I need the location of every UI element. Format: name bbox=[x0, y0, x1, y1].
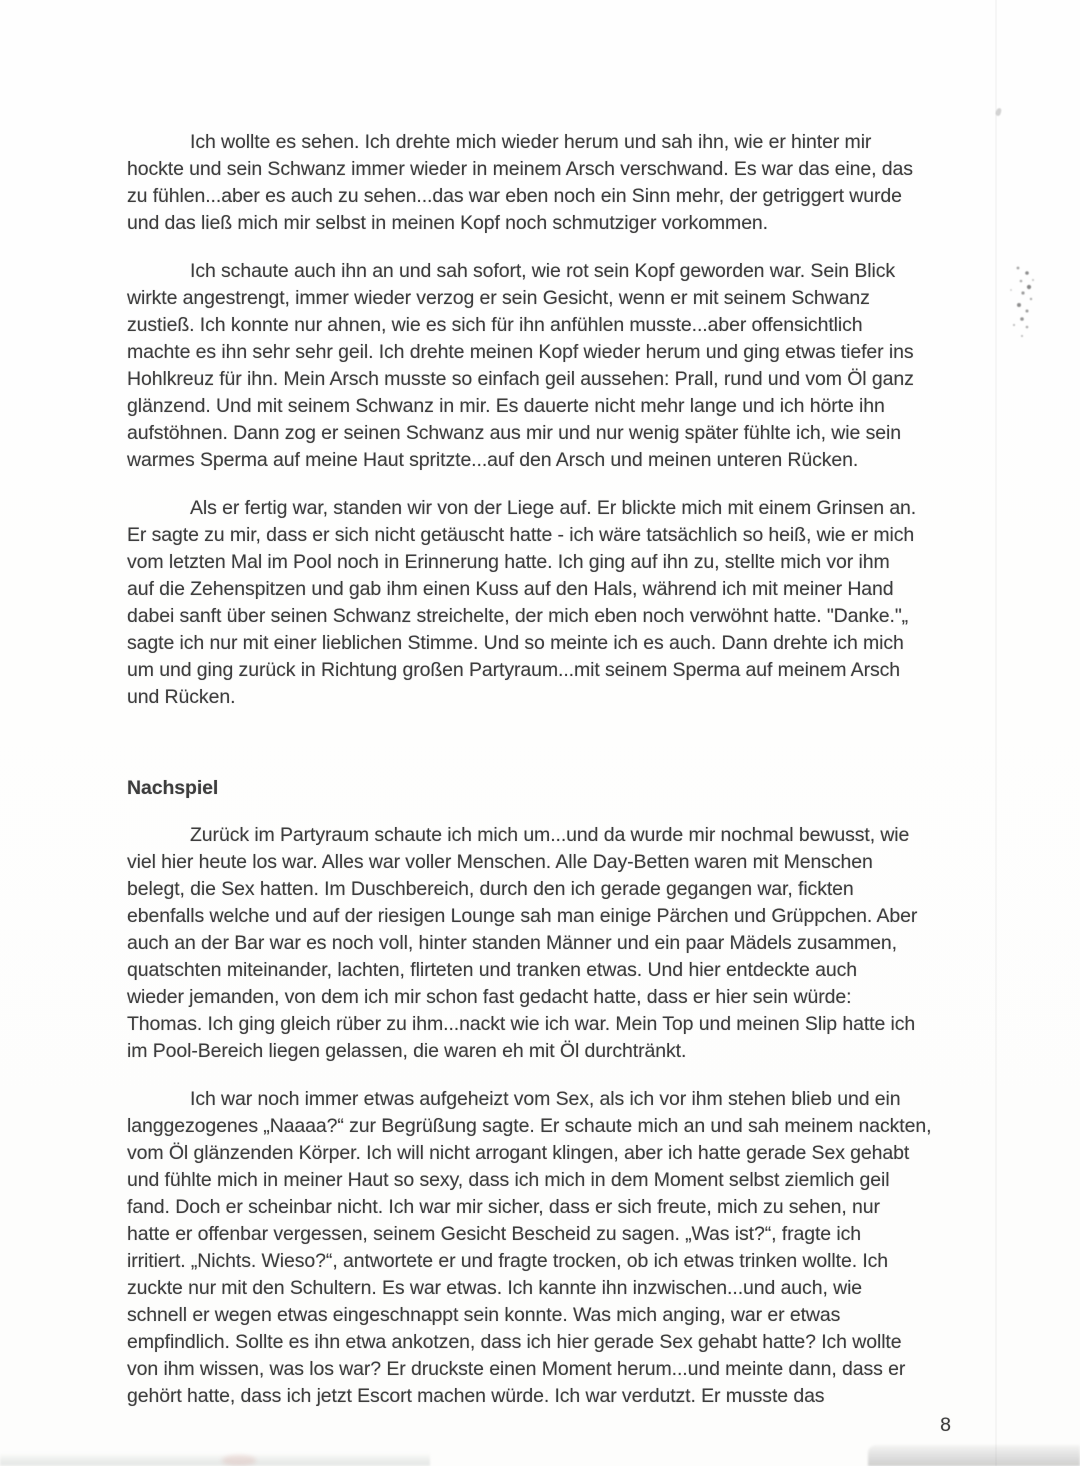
scan-shadow-bottom-right bbox=[868, 1445, 1080, 1466]
scan-shadow-bottom-left bbox=[0, 1453, 430, 1466]
paragraph bbox=[127, 129, 957, 237]
text-line: fand. Doch er scheinbar nicht. Ich war mir sicher, dass er sich freute, mich zu sehen, nur bbox=[127, 1196, 880, 1218]
text-line: und Rücken. bbox=[127, 686, 236, 708]
text-line: im Pool-Bereich liegen gelassen, die waren eh mit Öl durchtränkt. bbox=[127, 1040, 687, 1062]
text-line: belegt, die Sex hatten. Im Duschbereich, durch den ich gerade gegangen war, fickten bbox=[127, 878, 854, 900]
text-line: Ich schaute auch ihn an und sah sofort, wie rot sein Kopf geworden war. Sein Blick bbox=[190, 260, 896, 282]
text-line: Thomas. Ich ging gleich rüber zu ihm...nackt wie ich war. Mein Top und meinen Slip hatte ich bbox=[127, 1013, 916, 1035]
text-line: und das ließ mich mir selbst in meinen Kopf noch schmutziger vorkommen. bbox=[127, 212, 768, 234]
text-line: von ihm wissen, was los war? Er druckste einen Moment herum...und meinte dann, dass er bbox=[127, 1358, 906, 1380]
text-line: und fühlte mich in meiner Haut so sexy, dass ich mich in dem Moment selbst ziemlich geil bbox=[127, 1169, 890, 1191]
text-line: Er sagte zu mir, dass er sich nicht getäuscht hatte - ich wäre tatsächlich so heiß, wie er mich bbox=[127, 524, 915, 546]
text-line: sagte ich nur mit einer lieblichen Stimme. Und so meinte ich es auch. Dann drehte ich mich bbox=[127, 632, 904, 654]
text-line: hockte und sein Schwanz immer wieder in meinem Arsch verschwand. Es war das eine, das bbox=[127, 158, 913, 180]
paragraph bbox=[127, 258, 957, 474]
text-line: quatschten miteinander, lachten, flirteten und tranken etwas. Und hier entdeckte auch bbox=[127, 959, 858, 981]
text-line: Hohlkreuz für ihn. Mein Arsch musste so einfach geil aussehen: Prall, rund und vom Öl ganz bbox=[127, 368, 914, 390]
text-line: empfindlich. Sollte es ihn etwa ankotzen, dass ich hier gerade Sex gehabt hatte? Ich wollte bbox=[127, 1331, 902, 1353]
scan-fold-line bbox=[995, 0, 997, 1466]
text-line: Ich war noch immer etwas aufgeheizt vom Sex, als ich vor ihm stehen blieb und ein bbox=[190, 1088, 901, 1110]
text-line: aufstöhnen. Dann zog er seinen Schwanz aus mir und nur wenig später fühlte ich, wie sein bbox=[127, 422, 901, 444]
text-line: irritiert. „Nichts. Wieso?“, antwortete er und fragte trocken, ob ich etwas trinken wollte. Ich bbox=[127, 1250, 889, 1272]
text-line: langgezogenes „Naaaa?“ zur Begrüßung sagte. Er schaute mich an und sah meinem nackten, bbox=[127, 1115, 932, 1137]
text-line: Ich wollte es sehen. Ich drehte mich wieder herum und sah ihn, wie er hinter mir bbox=[190, 131, 872, 153]
document-content bbox=[127, 129, 957, 1431]
scan-smudge-artifact bbox=[1000, 260, 1044, 350]
text-line: Zurück im Partyraum schaute ich mich um...und da wurde mir nochmal bewusst, wie bbox=[190, 824, 910, 846]
text-line: wirkte angestrengt, immer wieder verzog er sein Gesicht, wenn er mit seinem Schwanz bbox=[127, 287, 870, 309]
text-line: dabei sanft über seinen Schwanz streichelte, der mich eben noch verwöhnt hatte. "Danke."„ bbox=[127, 605, 909, 627]
paragraph bbox=[127, 1086, 957, 1410]
text-line: zuckte nur mit den Schultern. Es war etwas. Ich kannte ihn inzwischen...und auch, wie bbox=[127, 1277, 863, 1299]
text-line: gehört hatte, dass ich jetzt Escort machen würde. Ich war verdutzt. Er musste das bbox=[127, 1385, 825, 1407]
text-line: um und ging zurück in Richtung großen Partyraum...mit seinem Sperma auf meinem Arsch bbox=[127, 659, 901, 681]
text-line: warmes Sperma auf meine Haut spritzte...auf den Arsch und meinen unteren Rücken. bbox=[127, 449, 859, 471]
text-line: zustieß. Ich konnte nur ahnen, wie es sich für ihn anfühlen musste...aber offensichtlich bbox=[127, 314, 863, 336]
text-line: auf die Zehenspitzen und gab ihm einen Kuss auf den Hals, während ich mit meiner Hand bbox=[127, 578, 894, 600]
paragraph bbox=[127, 495, 957, 711]
text-line: schnell er wegen etwas eingeschnappt sein konnte. Was mich anging, war er etwas bbox=[127, 1304, 841, 1326]
text-line: ebenfalls welche und auf der riesigen Lounge sah man einige Pärchen und Grüppchen. Aber bbox=[127, 905, 918, 927]
text-line: zu fühlen...aber es auch zu sehen...das war eben noch ein Sinn mehr, der getriggert wurde bbox=[127, 185, 902, 207]
text-line: wieder jemanden, von dem ich mir schon fast gedacht hatte, dass er hier sein würde: bbox=[127, 986, 852, 1008]
text-line: machte es ihn sehr sehr geil. Ich drehte meinen Kopf wieder herum und ging etwas tiefer ins bbox=[127, 341, 914, 363]
page-number: 8 bbox=[940, 1414, 951, 1436]
text-line: vom letzten Mal im Pool noch in Erinnerung hatte. Ich ging auf ihn zu, stellte mich vor ihm bbox=[127, 551, 890, 573]
section-heading: Nachspiel bbox=[127, 777, 219, 799]
paragraph bbox=[127, 822, 957, 1065]
text-line: Als er fertig war, standen wir von der Liege auf. Er blickte mich mit einem Grinsen an. bbox=[190, 497, 917, 519]
text-line: vom Öl glänzenden Körper. Ich will nicht arrogant klingen, aber ich hatte gerade Sex gehabt bbox=[127, 1142, 910, 1164]
text-line: glänzend. Und mit seinem Schwanz in mir. Es dauerte nicht mehr lange und ich hörte ihn bbox=[127, 395, 885, 417]
text-line: auch an der Bar war es noch voll, hinter standen Männer und ein paar Mädels zusammen, bbox=[127, 932, 897, 954]
text-line: viel hier heute los war. Alles war voller Menschen. Alle Day-Betten waren mit Menschen bbox=[127, 851, 873, 873]
text-line: hatte er offenbar vergessen, seinem Gesicht Bescheid zu sagen. „Was ist?“, fragte ich bbox=[127, 1223, 861, 1245]
scan-smudge-pink bbox=[222, 1455, 256, 1466]
